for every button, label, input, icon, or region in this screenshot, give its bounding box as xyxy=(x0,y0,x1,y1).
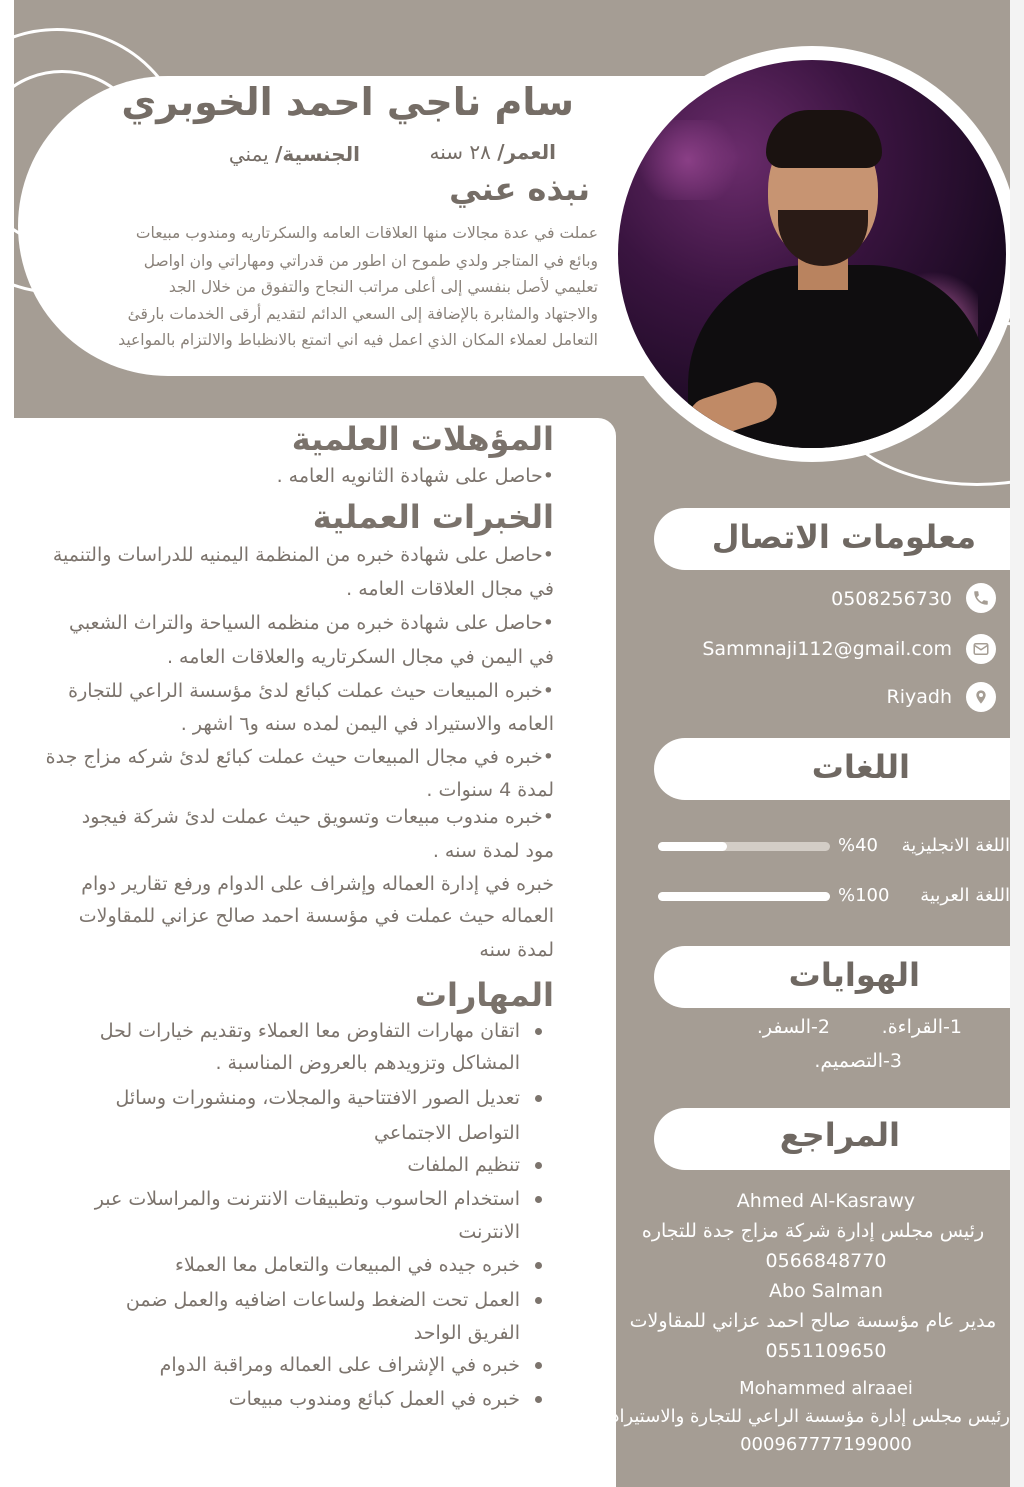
experience-line: العامه والاستيراد في اليمن لمده سنه و٦ اشهر . xyxy=(180,713,554,735)
contact-email[interactable]: Sammnaji112@gmail.com xyxy=(702,638,952,660)
experience-line: •حاصل على شهادة خبره من المنظمة اليمنيه للدراسات والتنمية xyxy=(52,544,554,566)
about-line: التعامل لعملاء المكان الذي اعمل فيه اني اتمتع بالانظباط والالتزام بالمواعيد xyxy=(118,331,598,349)
experience-line: •حاصل على شهادة خبره من منظمه السياحة والتراث الشعبي xyxy=(68,612,554,634)
experience-line: لمدة سنه xyxy=(479,939,554,961)
skill-line: الانترنت xyxy=(458,1221,520,1243)
reference-name: Ahmed Al-Kasrawy xyxy=(736,1190,916,1212)
language-english-bar xyxy=(658,842,830,851)
experience-line: لمدة 4 سنوات . xyxy=(426,779,554,801)
references-title: المراجع xyxy=(779,1116,900,1154)
skill-line: خبره جيده في المبيعات والتعامل معا العملاء xyxy=(175,1254,520,1276)
skill-line: المشاكل وتزويدهم بالعروض المناسبة . xyxy=(215,1052,520,1074)
resume-page xyxy=(14,0,1010,1487)
skill-line: خبره في العمل كبائع ومندوب مبيعات xyxy=(228,1388,520,1410)
age-value: ٢٨ سنه xyxy=(429,140,491,164)
skill-line: خبره في الإشراف على العماله ومراقبة الدوام xyxy=(159,1354,520,1376)
about-line: تعليمي لأصل بنفسي إلى أعلى مراتب النجاح والتفوق من خلال الجد xyxy=(168,278,598,296)
age-info xyxy=(429,140,556,164)
language-arabic-bar-fill xyxy=(658,892,830,901)
experience-line: خبره في إدارة العماله وإشراف على الدوام ورفع تقارير دوام xyxy=(81,873,554,895)
bullet-icon xyxy=(535,1196,542,1203)
nationality-label: الجنسية/ xyxy=(275,142,360,166)
phone-icon xyxy=(966,583,996,613)
reference-role: رئيس مجلس إدارة شركة مزاج جدة للتجاره xyxy=(641,1220,985,1242)
experience-line: •خبره مندوب مبيعات وتسويق حيث عملت لدئ شركة فيجود xyxy=(81,806,554,828)
contact-phone[interactable]: 0508256730 xyxy=(831,588,952,610)
reference-phone[interactable]: 0551109650 xyxy=(765,1340,887,1362)
language-arabic-percent: %100 xyxy=(838,885,890,906)
mail-icon xyxy=(966,634,996,664)
experience-line: في اليمن في مجال السكرتاريه والعلاقات العامه . xyxy=(166,646,554,668)
skill-line: الفريق الواحد xyxy=(413,1322,520,1344)
skill-line: التواصل الاجتماعي xyxy=(374,1122,520,1144)
reference-role: مدير عام مؤسسة صالح احمد عزاني للمقاولات xyxy=(629,1310,997,1332)
language-arabic-bar xyxy=(658,892,830,901)
skill-line: اتقان مهارات التفاوض معا العملاء وتقديم خيارات لحل xyxy=(99,1020,520,1042)
reference-name: Mohammed alraaei xyxy=(739,1378,913,1399)
hobby-item: 3-التصميم. xyxy=(814,1050,902,1072)
experience-title: الخبرات العملية xyxy=(312,498,554,536)
experience-line: •خبره في مجال المبيعات حيث عملت كبائع لدئ شركه مزاج جدة xyxy=(45,746,554,768)
bullet-icon xyxy=(535,1262,542,1269)
reference-phone[interactable]: 0566848770 xyxy=(765,1250,887,1272)
skill-line: العمل تحت الضغط ولساعات اضافيه والعمل ضمن xyxy=(125,1289,520,1311)
language-english-label: اللغة الانجليزية xyxy=(901,835,1010,856)
bullet-icon xyxy=(535,1297,542,1304)
skill-line: تعديل الصور الافتتاحية والمجلات، ومنشورات وسائل xyxy=(115,1087,520,1109)
language-english-percent: %40 xyxy=(838,835,879,856)
reference-name: Abo Salman xyxy=(769,1280,883,1302)
hobby-item: 1-القراءة. xyxy=(881,1016,962,1038)
skills-title: المهارات xyxy=(414,976,554,1014)
experience-line: •خبره المبيعات حيث عملت كبائع لدئ مؤسسة الراعي للتجارة xyxy=(68,680,554,702)
skill-line: استخدام الحاسوب وتطبيقات الانترنت والمراسلات عبر xyxy=(94,1188,520,1210)
language-arabic-label: اللغة العربية xyxy=(920,885,1010,906)
profile-photo xyxy=(618,60,1006,448)
bullet-icon xyxy=(535,1028,542,1035)
about-line: والاجتهاد والمثابرة بالإضافة إلى السعي الدائم لتقديم أرقى الخدمات بارقئ xyxy=(127,305,598,323)
page-edge xyxy=(1010,0,1024,1487)
bullet-icon xyxy=(535,1162,542,1169)
contact-title: معلومات الاتصال xyxy=(711,518,976,556)
experience-line: في مجال العلاقات العامه . xyxy=(346,578,554,600)
experience-line: العماله حيث عملت في مؤسسة احمد صالح عزاني للمقاولات xyxy=(78,905,554,927)
contact-location: Riyadh xyxy=(886,686,952,708)
nationality-info xyxy=(229,142,360,166)
reference-role: رئيس مجلس إدارة مؤسسة الراعي للتجارة والاستيراد xyxy=(611,1406,1010,1427)
age-label: العمر/ xyxy=(497,140,556,164)
about-line: وبائع في المتاجر ولدي طموح ان اطور من قدراتي ومهاراتي وان اواصل xyxy=(143,252,598,270)
nationality-value: يمني xyxy=(228,142,269,166)
qualifications-title: المؤهلات العلمية xyxy=(291,420,554,458)
reference-phone[interactable]: 000967777199000 xyxy=(740,1434,912,1455)
about-line: عملت في عدة مجالات منها العلاقات العامه والسكرتاريه ومندوب مبيعات xyxy=(135,224,598,242)
hobbies-title: الهوايات xyxy=(788,956,920,994)
location-pin-icon xyxy=(966,682,996,712)
about-title: نبذه عني xyxy=(449,170,590,208)
qualification-item: •حاصل على شهادة الثانويه العامه . xyxy=(276,465,554,487)
bullet-icon xyxy=(535,1362,542,1369)
profile-photo-frame xyxy=(604,46,1010,462)
bullet-icon xyxy=(535,1095,542,1102)
experience-line: مود لمدة سنه . xyxy=(432,840,554,862)
language-english-bar-fill xyxy=(658,842,727,851)
hobby-item: 2-السفر. xyxy=(756,1016,830,1038)
skill-line: تنظيم الملفات xyxy=(407,1154,520,1176)
full-name: سام ناجي احمد الخوبري xyxy=(121,80,574,124)
languages-title: اللغات xyxy=(811,748,910,786)
bullet-icon xyxy=(535,1396,542,1403)
